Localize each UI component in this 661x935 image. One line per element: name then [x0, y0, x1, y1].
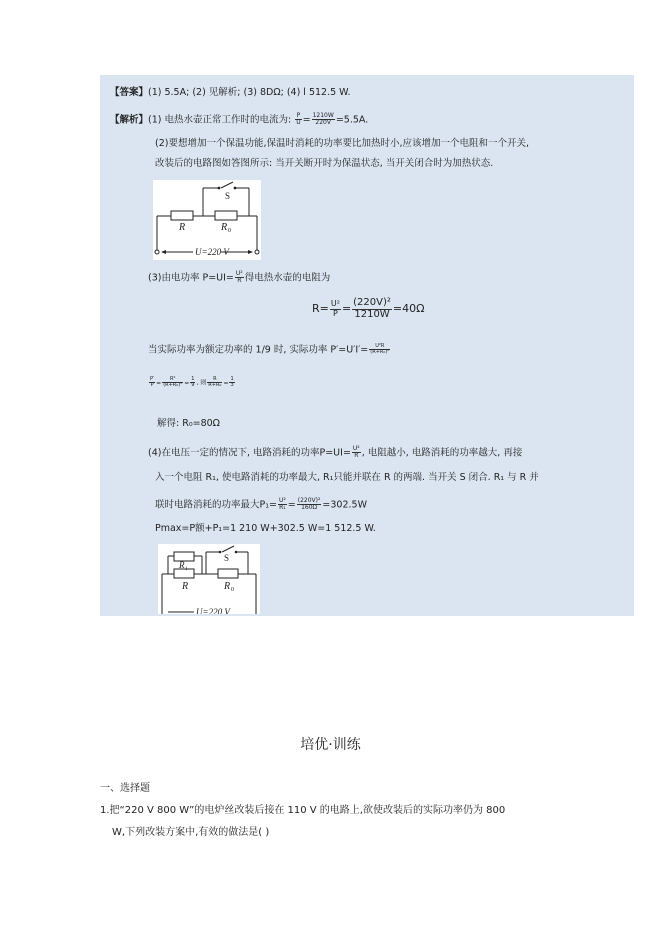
p4-line4: Pmax=P额+P₁=1 210 W+302.5 W=1 512.5 W.: [155, 523, 376, 534]
p3-l3-c-top: R²: [162, 377, 183, 383]
p1-frac-top: P: [296, 112, 301, 119]
p3-l3-i-bot: 3: [230, 382, 234, 389]
p4-line3-frac1-bot: R₁: [279, 504, 286, 512]
section-heading: 培优·训练: [300, 737, 361, 753]
answer-label: 【答案】: [110, 87, 149, 98]
section-label: 一、选择题: [100, 783, 150, 794]
p4-line3b: =302.5W: [322, 499, 367, 511]
p3-eq-frac1: [330, 300, 341, 318]
p3-equation: R= $\frac{\text{U²}}{P}$ = $\frac{\text{(220V)²}}{1210W}$ =40Ω: [312, 297, 425, 320]
p1-frac2-top: 1210W: [312, 112, 334, 119]
p3-eq-frac2-bot: 1210W: [354, 308, 390, 320]
analysis-p1: 【解析】(1) 电热水壶正常工作时的电流为: $\frac{P}{U}$ = $\frac{1210W}{220V}$ =5.5A.: [110, 112, 369, 127]
p4-line3-frac2-bot: 160Ω: [301, 504, 318, 512]
p4-line3-frac1: [278, 498, 287, 512]
p4-line3-frac2-top: (220V)²: [297, 497, 321, 504]
p3-line2: [148, 344, 391, 356]
p4-line3: 联时电路消耗的功率最大P₁= $\frac{\text{U²}}{\text{R₁}}$ = $\frac{\text{(220V)²}}{160\Omega}$ =302.5W: [155, 497, 367, 512]
c1-switch-label: S: [225, 191, 231, 201]
question-1-line1: 1.把“220 V 800 W”的电炉丝改装后接在 110 V 的电路上,欲使改装后的实际功率仍为 800: [100, 805, 506, 816]
p3-text: (3)由电功率 P=UI=: [148, 272, 234, 284]
p3-line2-text: 当实际功率为额定功率的 1/9 时, 实际功率 P′=U′I′=: [148, 344, 369, 356]
c1-r-label: R: [179, 222, 186, 233]
p3-l3-e-top: 1: [191, 376, 195, 382]
question-1-line2: W,下列改装方案中,有效的做法是( ): [112, 827, 270, 838]
p4-line1b: , 电阻越小, 电路消耗的功率越大, 再接: [361, 447, 523, 459]
p3-l3-c-bot: (R+R₀)²: [163, 382, 183, 389]
p4-line3-frac1-top: U²: [279, 497, 286, 504]
circuit-diagram-1: [153, 180, 261, 260]
p1-frac: [295, 113, 301, 127]
p1-frac-bot: U: [296, 119, 301, 127]
p3-l3-h: =: [223, 379, 229, 387]
p3-eq-result: =40Ω: [392, 302, 425, 315]
c2-voltage-label: U=220 V: [196, 607, 230, 614]
p3-l3-e: [190, 377, 195, 389]
c1-r0-label: R: [221, 222, 228, 233]
p3-l3-g: [207, 377, 222, 389]
p3-line1: [148, 271, 330, 285]
p3-l3-f: , 则: [196, 379, 207, 387]
c2-r-label: R: [182, 581, 189, 592]
p3-l3-c: [162, 377, 183, 389]
c2-switch-label: S: [224, 553, 230, 563]
p3-frac-bot: R: [237, 277, 242, 285]
p3-line3: [148, 377, 236, 389]
p3-line2-frac-bot: (R+R₀)²: [370, 349, 390, 356]
p3-l3-d: =: [184, 379, 190, 387]
p3-eq-frac1-top: U²: [330, 299, 340, 309]
p3-eq-frac1-bot: P: [332, 308, 338, 318]
p3-text2: 得电热水壶的电阻为: [244, 272, 331, 284]
question-1: [100, 800, 505, 844]
answer-line: [110, 88, 351, 98]
p4-line1-frac-top: U²: [352, 445, 360, 452]
c1-voltage-label: U=220 V: [195, 247, 229, 257]
p1-frac2: [312, 113, 335, 127]
circuit-diagram-2: [158, 544, 260, 614]
p3-eq-frac2-top: (220V)²: [353, 297, 391, 308]
p3-solve: 解得: R₀=80Ω: [157, 418, 220, 429]
p4-line2: 入一个电阻 R₁, 使电路消耗的功率最大, R₁只能并联在 R 的两端. 当开关 S 闭合. R₁ 与 R 并: [155, 472, 539, 483]
p3-eq-left: R=: [312, 302, 329, 315]
p3-l3-a-bot: P: [150, 382, 154, 389]
p4-line1: [148, 446, 522, 460]
p3-l3-a: [149, 377, 155, 389]
c2-r0-label: R: [224, 581, 231, 592]
answer-text: (1) 5.5A; (2) 见解析; (3) 8DΩ; (4) l 512.5 W.: [148, 87, 351, 98]
c2-r1-sub: 1: [185, 567, 188, 572]
p4-line1a: (4)在电压一定的情况下, 电路消耗的功率P=UI=: [148, 447, 351, 459]
p4-line3-frac2: [297, 498, 322, 512]
p3-l3-g-top: R: [207, 377, 222, 383]
p1-text: (1) 电热水壶正常工作时的电流为:: [148, 114, 292, 126]
p1-frac2-bot: 220V: [315, 119, 331, 127]
p4-line1-frac-bot: R: [354, 452, 359, 460]
p1-result: =5.5A.: [335, 114, 369, 126]
p2-line2: 改装后的电路图如答图所示: 当开关断开时为保温状态, 当开关闭合时为加热状态.: [155, 158, 494, 169]
p3-l3-a-top: P′: [150, 376, 155, 382]
c2-r1-label: R: [179, 560, 185, 570]
p3-eq-frac2: [352, 298, 392, 320]
p3-l3-g-bot: R+R₀: [208, 382, 222, 389]
p3-l3-i-top: 1: [230, 376, 234, 382]
c2-r0-sub: 0: [231, 587, 234, 593]
c1-r0-sub: 0: [228, 228, 231, 234]
p3-l3-b: =: [156, 379, 162, 387]
p3-line2-frac-top: U²R: [369, 344, 390, 350]
p3-l3-e-bot: 9: [191, 382, 195, 389]
p3-frac-top: U²: [235, 270, 243, 277]
p3-line2-frac: [369, 344, 390, 356]
p4-line3a: 联时电路消耗的功率最大P₁=: [155, 499, 277, 511]
p4-line1-frac: [352, 446, 361, 460]
p2-line1: (2)要想增加一个保温功能,保温时消耗的功率要比加热时小,应该增加一个电阻和一个开关,: [155, 138, 530, 149]
p3-l3-i: [229, 377, 234, 389]
p3-frac: [235, 271, 244, 285]
analysis-label: 【解析】: [110, 114, 149, 126]
